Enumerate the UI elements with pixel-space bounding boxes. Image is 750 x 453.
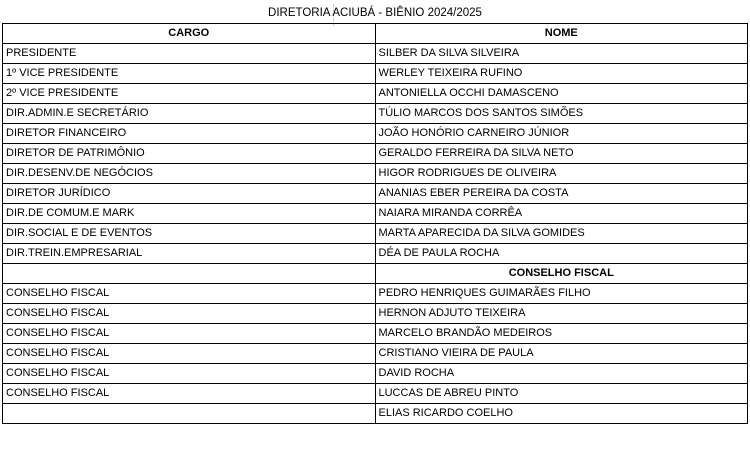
table-row	[3, 164, 748, 184]
cargo-cell[interactable]: 1º VICE PRESIDENTE	[3, 64, 376, 84]
table-row	[3, 104, 748, 124]
table-row	[3, 84, 748, 104]
nome-cell[interactable]: CRISTIANO VIEIRA DE PAULA	[375, 344, 748, 364]
table-row	[3, 364, 748, 384]
table-row	[3, 124, 748, 144]
cargo-cell[interactable]: CONSELHO FISCAL	[3, 324, 376, 344]
cargo-cell[interactable]: CONSELHO FISCAL	[3, 304, 376, 324]
table-row	[3, 304, 748, 324]
table-row	[3, 144, 748, 164]
table-row	[3, 44, 748, 64]
conselho-header-row	[3, 264, 748, 284]
cargo-cell[interactable]: DIR.DESENV.DE NEGÓCIOS	[3, 164, 376, 184]
nome-cell[interactable]: HIGOR RODRIGUES DE OLIVEIRA	[375, 164, 748, 184]
cargo-cell[interactable]: CONSELHO FISCAL	[3, 384, 376, 404]
cargo-cell[interactable]: CONSELHO FISCAL	[3, 364, 376, 384]
nome-cell[interactable]: DAVID ROCHA	[375, 364, 748, 384]
cargo-cell[interactable]: PRESIDENTE	[3, 44, 376, 64]
cargo-cell[interactable]: CONSELHO FISCAL	[3, 284, 376, 304]
nome-cell[interactable]: JOÃO HONÓRIO CARNEIRO JÚNIOR	[375, 124, 748, 144]
table-row	[3, 384, 748, 404]
diretoria-table	[2, 4, 748, 424]
table-row	[3, 284, 748, 304]
nome-cell[interactable]: ANTONIELLA OCCHI DAMASCENO	[375, 84, 748, 104]
cargo-cell[interactable]: DIRETOR DE PATRIMÔNIO	[3, 144, 376, 164]
table-title[interactable]: DIRETORIA ACIUBÁ - BIÊNIO 2024/2025	[3, 4, 748, 24]
nome-cell[interactable]: LUCCAS DE ABREU PINTO	[375, 384, 748, 404]
cargo-cell[interactable]: DIR.DE COMUM.E MARK	[3, 204, 376, 224]
conselho-header[interactable]: CONSELHO FISCAL	[375, 264, 748, 284]
nome-cell[interactable]: HERNON ADJUTO TEIXEIRA	[375, 304, 748, 324]
cargo-cell[interactable]: DIR.TREIN.EMPRESARIAL	[3, 244, 376, 264]
nome-cell[interactable]: MARCELO BRANDÃO MEDEIROS	[375, 324, 748, 344]
cargo-cell[interactable]: DIR.SOCIAL E DE EVENTOS	[3, 224, 376, 244]
table-row	[3, 224, 748, 244]
nome-cell[interactable]: GERALDO FERREIRA DA SILVA NETO	[375, 144, 748, 164]
header-nome[interactable]: NOME	[375, 24, 748, 44]
nome-cell[interactable]: TÚLIO MARCOS DOS SANTOS SIMÕES	[375, 104, 748, 124]
nome-cell[interactable]: ELIAS RICARDO COELHO	[375, 404, 748, 424]
cargo-cell[interactable]: DIRETOR FINANCEIRO	[3, 124, 376, 144]
table-row	[3, 244, 748, 264]
table-row	[3, 204, 748, 224]
cargo-cell[interactable]: 2º VICE PRESIDENTE	[3, 84, 376, 104]
nome-cell[interactable]: SILBER DA SILVA SILVEIRA	[375, 44, 748, 64]
cargo-cell[interactable]	[3, 404, 376, 424]
header-cargo[interactable]: CARGO	[3, 24, 376, 44]
table-row	[3, 184, 748, 204]
nome-cell[interactable]: ANANIAS EBER PEREIRA DA COSTA	[375, 184, 748, 204]
table-row	[3, 344, 748, 364]
cargo-cell[interactable]: CONSELHO FISCAL	[3, 344, 376, 364]
table-row	[3, 404, 748, 424]
cargo-cell[interactable]: DIRETOR JURÍDICO	[3, 184, 376, 204]
nome-cell[interactable]: PEDRO HENRIQUES GUIMARÃES FILHO	[375, 284, 748, 304]
table-row	[3, 64, 748, 84]
table-row	[3, 324, 748, 344]
empty-cell[interactable]	[3, 264, 376, 284]
header-row	[3, 24, 748, 44]
nome-cell[interactable]: DÉA DE PAULA ROCHA	[375, 244, 748, 264]
nome-cell[interactable]: NAIARA MIRANDA CORRÊA	[375, 204, 748, 224]
nome-cell[interactable]: MARTA APARECIDA DA SILVA GOMIDES	[375, 224, 748, 244]
title-row	[3, 4, 748, 24]
nome-cell[interactable]: WERLEY TEIXEIRA RUFINO	[375, 64, 748, 84]
cargo-cell[interactable]: DIR.ADMIN.E SECRETÁRIO	[3, 104, 376, 124]
